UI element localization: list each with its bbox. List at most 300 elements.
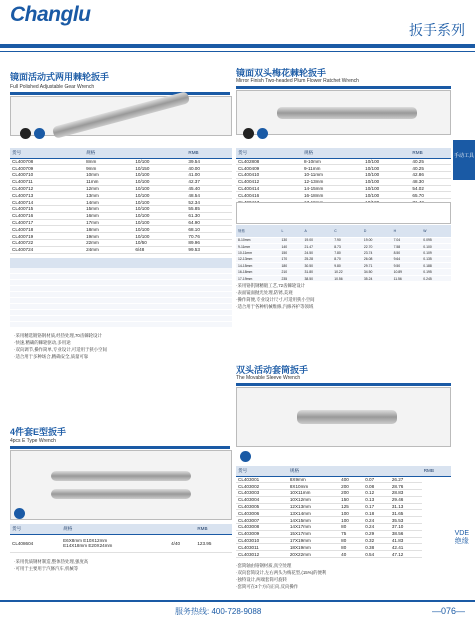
service-hotline: 服务热线: 400-728-9088 [175, 607, 262, 616]
table-row [236, 483, 451, 490]
cell: 17-19mm [236, 275, 280, 281]
cell: 0.245 [421, 275, 451, 281]
cell: 26.08 [362, 256, 392, 262]
category-title: 扳手系列 [409, 22, 465, 38]
cell: 64.90 [186, 219, 232, 226]
note-line: ·快速,精确的棘轮驱动,多用途 [14, 340, 71, 345]
header-cell: H [392, 225, 422, 237]
cell: 30.50 [303, 263, 333, 269]
cell: 10/100 [133, 206, 186, 213]
crv-badge-icon [257, 128, 268, 139]
cell: 210 [280, 269, 303, 275]
table-row [236, 530, 451, 537]
table-row [236, 158, 451, 165]
table-row [10, 206, 232, 213]
header-cell: RMB [422, 466, 451, 476]
note-line: ·双向调节,操作简单,专业设计,可适用于狭小空间 [14, 347, 107, 352]
cell: CL403002 [236, 483, 288, 490]
cell: 14mm [84, 199, 133, 206]
sec1-subtitle: Full Polished Adjustable Gear Wrench [10, 84, 95, 90]
table-row [236, 537, 451, 544]
table-row [10, 165, 232, 172]
sec3-title: 双头活动套筒扳手 [236, 365, 309, 375]
cell: CL400410 [236, 172, 302, 179]
cell: 180 [280, 263, 303, 269]
cell: 12-13mm [302, 178, 363, 185]
table-row [10, 172, 232, 179]
cell: 17X19mm [288, 537, 339, 544]
cell: CL400713 [10, 192, 84, 199]
header-rule [0, 44, 475, 48]
header-cell: 货号 [236, 148, 302, 158]
cell: CL402808 [236, 158, 302, 165]
cell: 0.188 [421, 263, 451, 269]
cell: 55.85 [186, 206, 232, 213]
cell: 89.96 [186, 240, 232, 247]
cell: 35.24 [362, 275, 392, 281]
cell: 80 [339, 537, 363, 544]
cell: 10-11mm [302, 172, 363, 179]
cell: 61.30 [186, 212, 232, 219]
cell: 0.195 [421, 269, 451, 275]
cell: 0.24 [363, 517, 390, 524]
cell: 8-10mm [236, 237, 280, 243]
header-cell: A [303, 225, 333, 237]
cell: CL400710 [10, 172, 84, 179]
header-cell: 规格 [61, 524, 169, 534]
cell: 9.80 [332, 263, 362, 269]
cell: CL400722 [10, 240, 84, 247]
cell: 37.10 [390, 524, 422, 531]
cell: 47.12 [390, 551, 422, 558]
table-row [10, 185, 232, 192]
table-row [236, 172, 451, 179]
cell: 28.83 [390, 490, 422, 497]
cell: 200 [339, 483, 363, 490]
cell: 10/100 [133, 226, 186, 233]
cell: 24mm [84, 246, 133, 253]
note-line: ·独特设计,两端套筒可旋转 [236, 577, 287, 582]
cell: 100 [339, 510, 363, 517]
sec4-notes [14, 558, 88, 572]
sec4-title: 4件套E型扳手 [10, 427, 67, 437]
sec2-table [236, 148, 451, 206]
sec1-rule [10, 92, 230, 95]
cell: 12X13mm [288, 503, 339, 510]
cell: CL400715 [10, 206, 84, 213]
cell: CL403011 [236, 544, 288, 551]
cell: 31.65 [390, 510, 422, 517]
cell: CL403005 [236, 503, 288, 510]
cell: 8.70 [332, 256, 362, 262]
cell: CL403009 [236, 530, 288, 537]
cell: 10/100 [133, 233, 186, 240]
crv-badge-icon [14, 508, 25, 519]
cell: CL400409 [236, 165, 302, 172]
cell: 0.08 [363, 483, 390, 490]
cell: 45.40 [186, 185, 232, 192]
cell: 23.74 [362, 250, 392, 256]
cell: 9mm [84, 165, 133, 172]
sec1-title: 镜面活动式两用棘轮扳手 [10, 72, 110, 82]
note-line: ·采用精选镀铬钢材质,经热处理,70齿棘轮设计 [14, 333, 102, 338]
badge-icon [243, 128, 254, 139]
note-line: ·双向套筒设计,左右两头为梅花型,(15%)的便利 [236, 570, 327, 575]
table-row [10, 534, 232, 552]
cell: CL403004 [236, 496, 288, 503]
cell: 11mm [84, 178, 133, 185]
cell: 41.83 [390, 537, 422, 544]
sec3-rule [236, 383, 451, 386]
cell: 39.54 [186, 158, 232, 165]
page-number: —076— [431, 606, 465, 616]
sec2-dim-table [236, 225, 451, 282]
cell: 10X12mm [288, 496, 339, 503]
table-row [236, 185, 451, 192]
note-line: ·操作简便,专业设计尺寸,可适用狭小空间 [236, 297, 315, 302]
cell: 7.90 [332, 237, 362, 243]
cell: 22.70 [362, 243, 392, 249]
cell: 0.29 [363, 530, 390, 537]
note-line: ·套筒轴由铬钢材质,真空处理 [236, 563, 292, 568]
cell: 150 [339, 496, 363, 503]
cell: 9-11mm [302, 165, 363, 172]
cell: 7.58 [392, 243, 422, 249]
cell: 19.00 [303, 237, 333, 243]
cell: 14X15mm [288, 517, 339, 524]
header-cell [339, 466, 363, 476]
table-row [236, 490, 451, 497]
cell: 48.54 [186, 192, 232, 199]
cell: 65.70 [410, 192, 451, 199]
cell: 0.109 [421, 250, 451, 256]
cell: 0.07 [363, 476, 390, 483]
cell: 9.50 [392, 263, 422, 269]
header-cell [363, 466, 390, 476]
cell: 12mm [84, 185, 133, 192]
table-row [10, 192, 232, 199]
header-cell: C [332, 225, 362, 237]
cell: 42.41 [390, 544, 422, 551]
cell: 140 [280, 243, 303, 249]
cell: 17mm [84, 219, 133, 226]
sec3-table [236, 466, 451, 558]
cell: 10/100 [133, 212, 186, 219]
header-cell: D [362, 225, 392, 237]
table-row [236, 510, 451, 517]
header-cell: 货号 [10, 524, 61, 534]
cell: 70.76 [186, 233, 232, 240]
cell: 29.46 [390, 496, 422, 503]
cell: 42.86 [410, 172, 451, 179]
cell: 10/100 [363, 172, 410, 179]
crv-badge-icon [34, 128, 45, 139]
table-row [236, 503, 451, 510]
table-row [10, 246, 232, 253]
sec3-notes [236, 562, 326, 590]
cell: CL400716 [10, 212, 84, 219]
cell: 7.80 [332, 250, 362, 256]
cell: 24.50 [303, 250, 333, 256]
cell: 75 [339, 530, 363, 537]
sec2-title: 镜面双头梅花棘轮扳手 [236, 68, 327, 78]
cell: 10/50 [133, 240, 186, 247]
cell: 9.64 [392, 256, 422, 262]
header-cell: 规格 [302, 148, 363, 158]
cell: 25.28 [303, 256, 333, 262]
cell: 10/100 [133, 199, 186, 206]
header-cell [169, 524, 195, 534]
ratchet-wrench-image [277, 107, 417, 119]
cell: 16mm [84, 212, 133, 219]
cell: 10/100 [133, 192, 186, 199]
cell: 0.38 [363, 544, 390, 551]
sec1-table [10, 148, 232, 254]
cell: 130 [280, 237, 303, 243]
cell: 16-18mm [302, 192, 363, 199]
cell: 4/40 [169, 534, 195, 552]
header-cell: L [280, 225, 303, 237]
cell: CL400724 [10, 246, 84, 253]
cell: 14X17mm [288, 524, 339, 531]
cell: 10.56 [332, 275, 362, 281]
cell: 18X19mm [288, 544, 339, 551]
e-wrench-image [51, 471, 191, 481]
cell: 100 [339, 517, 363, 524]
note-line: ·采用铬钒钢精锻工艺,72齿棘轮设计 [236, 283, 306, 288]
sec3-product-image [236, 387, 451, 447]
cell: CL403003 [236, 490, 288, 497]
badge-icon [20, 128, 31, 139]
cell: CL403001 [236, 476, 288, 483]
cell: 28.76 [390, 483, 422, 490]
cell: 170 [280, 256, 303, 262]
cell: 80 [339, 524, 363, 531]
cell: 10.22 [332, 269, 362, 275]
crv-badge-icon [240, 451, 251, 462]
cell: CL403007 [236, 517, 288, 524]
cell: CL403012 [236, 551, 288, 558]
cell: 9-11mm [236, 243, 280, 249]
cell: 42.37 [186, 178, 232, 185]
cell: CL403010 [236, 537, 288, 544]
cell: 150 [280, 250, 303, 256]
cell: 14-15mm [236, 263, 280, 269]
cell: CL400708 [10, 158, 84, 165]
cell: 38.56 [390, 530, 422, 537]
table-row [236, 544, 451, 551]
cell: 8mm [84, 158, 133, 165]
sec2-diagram [236, 202, 451, 224]
side-tab: 手动工具 [453, 140, 475, 180]
cell: 11.56 [392, 275, 422, 281]
table-row [236, 192, 451, 199]
footer-rule [0, 600, 475, 602]
table-row [236, 551, 451, 558]
cell: 8.50 [392, 250, 422, 256]
sec1-dim-table-image [10, 258, 232, 328]
cell: CL400709 [10, 165, 84, 172]
header-cell [363, 148, 410, 158]
cell: CL400711 [10, 178, 84, 185]
cell: 0.095 [421, 237, 451, 243]
sec4-product-image [10, 450, 232, 520]
cell: 10/100 [363, 178, 410, 185]
sleeve-wrench-image [297, 410, 397, 424]
cell: 0.18 [363, 510, 390, 517]
brand-logo: Changlu [10, 3, 91, 26]
cell: CL400719 [10, 233, 84, 240]
cell: CL400718 [10, 226, 84, 233]
sec3-subtitle: The Movable Sleeve Wrench [236, 375, 301, 381]
cell: 40.00 [186, 165, 232, 172]
cell: 19.00 [362, 237, 392, 243]
cell: 125 [339, 503, 363, 510]
cell: 31.13 [390, 503, 422, 510]
table-row [236, 524, 451, 531]
cell: 0.54 [363, 551, 390, 558]
cell: 40.25 [410, 158, 451, 165]
vde-mark: VDE 绝缘 [454, 530, 469, 545]
table-row [10, 178, 232, 185]
cell: 123.95 [195, 534, 232, 552]
cell: E6X8mm E10X12mm E14X18mm E20X24mm [61, 534, 169, 552]
cell: 15mm [84, 206, 133, 213]
cell: 26.27 [390, 476, 422, 483]
cell: CL403008 [236, 524, 288, 531]
cell: 12-13mm [236, 256, 280, 262]
cell: 99.53 [186, 246, 232, 253]
header-cell: RMB [186, 148, 232, 158]
note-line: ·适合用于各种机械维修,汽修养护等领域 [236, 304, 314, 309]
cell: 38.50 [303, 275, 333, 281]
note-line: ·采用优质钢材制造,整体热处理,强度高 [14, 559, 89, 564]
cell: 10-11mm [236, 250, 280, 256]
header-cell [133, 148, 186, 158]
header-cell: W [421, 225, 451, 237]
cell: CL400712 [10, 185, 84, 192]
cell: 10/100 [363, 192, 410, 199]
sec2-subtitle: Mirror Finish Two-headed Plum Flower Ratchet Wrench [236, 78, 359, 84]
cell: 10X11mm [288, 490, 339, 497]
header-cell: 货号 [10, 148, 84, 158]
cell: 10mm [84, 172, 133, 179]
cell: 235 [280, 275, 303, 281]
sec2-product-image [236, 90, 451, 135]
cell: 48.30 [410, 178, 451, 185]
cell: 400 [339, 476, 363, 483]
cell: 15X17mm [288, 530, 339, 537]
table-row [10, 219, 232, 226]
cell: 10/100 [133, 219, 186, 226]
table-row [10, 233, 232, 240]
cell: 10/100 [133, 158, 186, 165]
cell: 8X9mm [288, 476, 339, 483]
cell: 10/100 [133, 178, 186, 185]
note-line: ·表面镜面抛光处理,防锈,美观 [236, 290, 293, 295]
cell: 10.89 [392, 269, 422, 275]
table-row [236, 496, 451, 503]
cell: CL403006 [236, 510, 288, 517]
header-cell: RMB [195, 524, 232, 534]
table-row [236, 178, 451, 185]
cell: 29.71 [362, 263, 392, 269]
cell: 10/100 [363, 165, 410, 172]
note-line: ·适合用于多种场合,精确安全,质量可靠 [14, 354, 89, 359]
cell: 0.135 [421, 256, 451, 262]
cell: 31.80 [303, 269, 333, 275]
cell: 8.73 [332, 243, 362, 249]
header-cell: 货号 [236, 466, 288, 476]
header-cell: 规格 [288, 466, 339, 476]
sec4-subtitle: 4pcs E Type Wrench [10, 438, 56, 444]
cell: 0.12 [363, 490, 390, 497]
cell: CL400414 [236, 185, 302, 192]
table-row [236, 165, 451, 172]
cell: 18mm [84, 226, 133, 233]
cell: 6/48 [133, 246, 186, 253]
table-row [10, 212, 232, 219]
note-line: ·套筒可在3个方向正向,反向操作 [236, 584, 299, 589]
table-row [10, 199, 232, 206]
cell: 0.24 [363, 524, 390, 531]
e-wrench-image [51, 489, 191, 499]
cell: 8-10mm [302, 158, 363, 165]
gear-wrench-image [52, 91, 190, 139]
cell: 35.53 [390, 517, 422, 524]
cell: 0.32 [363, 537, 390, 544]
cell: 14-15mm [302, 185, 363, 192]
table-row [10, 158, 232, 165]
cell: CL400714 [10, 199, 84, 206]
table-row [10, 226, 232, 233]
sec1-notes [14, 332, 107, 360]
cell: 10/100 [363, 158, 410, 165]
cell: CL400412 [236, 178, 302, 185]
cell: 10/150 [133, 165, 186, 172]
cell: 10/100 [133, 185, 186, 192]
note-line: ·可用于主要用于汽修汽车,机械等 [14, 566, 79, 571]
sec4-rule [10, 446, 230, 449]
table-row [10, 240, 232, 247]
table-row [236, 517, 451, 524]
header-cell: RMB [410, 148, 451, 158]
cell: 8X10mm [288, 483, 339, 490]
cell: 10/100 [133, 172, 186, 179]
cell: 7.04 [392, 237, 422, 243]
cell: 13mm [84, 192, 133, 199]
cell: 34.50 [362, 269, 392, 275]
cell: 13X14mm [288, 510, 339, 517]
cell: 10/100 [363, 185, 410, 192]
sec4-table [10, 524, 232, 553]
cell: 200 [339, 490, 363, 497]
cell: 40 [339, 551, 363, 558]
cell: CL400416 [236, 192, 302, 199]
cell: 20X22mm [288, 551, 339, 558]
cell: 22mm [84, 240, 133, 247]
cell: 16-18mm [236, 269, 280, 275]
table-row [236, 476, 451, 483]
cell: 21.47 [303, 243, 333, 249]
header-cell: 规格 [84, 148, 133, 158]
cell: CL400717 [10, 219, 84, 226]
cell: 40.25 [410, 165, 451, 172]
cell: 19mm [84, 233, 133, 240]
cell: 0.13 [363, 496, 390, 503]
sec2-notes [236, 282, 315, 310]
cell: 41.00 [186, 172, 232, 179]
